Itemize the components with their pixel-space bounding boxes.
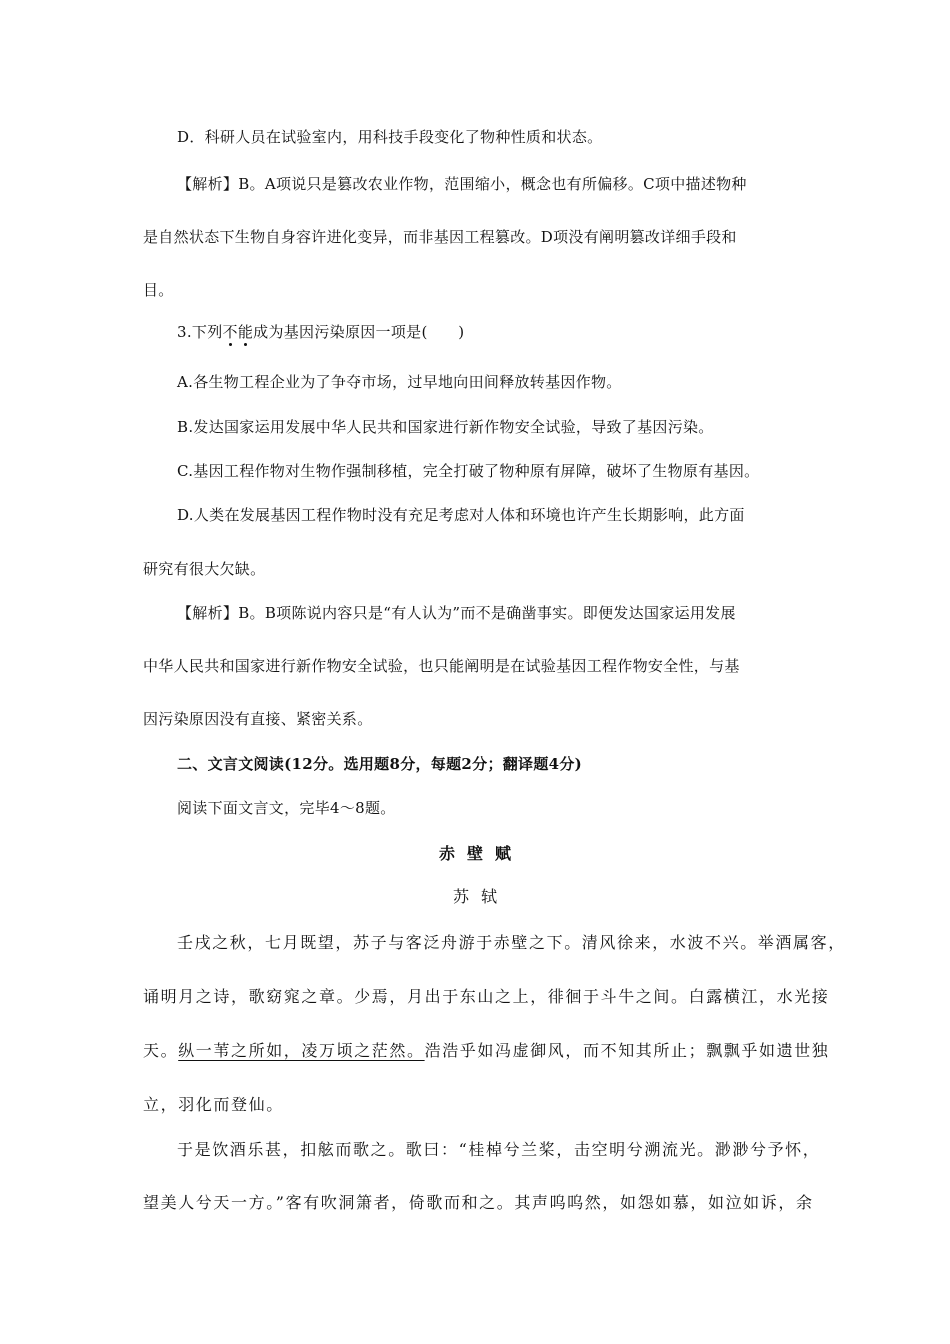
passage-p1-line-3 <box>143 1040 829 1062</box>
q2-analysis-line-3: 目。 <box>143 281 174 299</box>
q3-option-d-line-1: D.人类在发展基因工程作物时没有充足考虑对人体和环境也许产生长期影响，此方面 <box>177 506 745 524</box>
passage-p1-line-4: 立，羽化而登仙。 <box>143 1095 284 1114</box>
passage-p2-line-2: 望美人兮天一方。”客有吹洞箫者，倚歌而和之。其声呜呜然，如怨如慕，如泣如诉，余 <box>143 1193 814 1212</box>
q3-option-d-line-2: 研究有很大欠缺。 <box>143 560 266 578</box>
passage-p1-line-1: 壬戌之秋，七月既望，苏子与客泛舟游于赤壁之下。清风徐来，水波不兴。举酒属客， <box>177 933 846 952</box>
passage-p1-line-2: 诵明月之诗，歌窈窕之章。少焉，月出于东山之上，徘徊于斗牛之间。白露横江，水光接 <box>143 987 830 1006</box>
passage-title: 赤壁赋 <box>438 844 523 863</box>
section-instruction: 阅读下面文言文，完毕4～8题。 <box>177 799 396 817</box>
passage-author: 苏轼 <box>452 887 509 906</box>
q3-stem-emphasis-1: 不 <box>222 323 238 341</box>
q2-analysis-line-1: 【解析】B。A项说只是篡改农业作物，范围缩小，概念也有所偏移。C项中描述物种 <box>177 175 747 193</box>
q3-stem <box>177 322 464 342</box>
q3-stem-suffix: 成为基因污染原因一项是( ) <box>253 323 465 341</box>
q3-stem-prefix: 3.下列 <box>177 323 223 341</box>
q3-option-b: B.发达国家运用发展中华人民共和国家进行新作物安全试验，导致了基因污染。 <box>177 418 714 436</box>
q3-option-c: C.基因工程作物对生物作强制移植，完全打破了物种原有屏障，破坏了生物原有基因。 <box>177 462 760 480</box>
passage-p1-line-3-start: 天。 <box>143 1041 179 1060</box>
q3-analysis-line-2: 中华人民共和国家进行新作物安全试验，也只能阐明是在试验基因工程作物安全性，与基 <box>143 657 740 675</box>
q2-analysis-line-2: 是自然状态下生物自身容许进化变异，而非基因工程篡改。D项没有阐明篡改详细手段和 <box>143 228 737 246</box>
q3-analysis-line-3: 因污染原因没有直接、紧密关系。 <box>143 710 373 728</box>
q3-stem-emphasis-2: 能 <box>237 323 254 341</box>
underlined-sentence: 纵一苇之所如，凌万顷之茫然。 <box>178 1041 425 1060</box>
q3-option-a: A.各生物工程企业为了争夺市场，过早地向田间释放转基因作物。 <box>177 373 622 391</box>
q3-analysis-line-1: 【解析】B。B项陈说内容只是“有人认为”而不是确凿事实。即便发达国家运用发展 <box>177 604 736 622</box>
passage-p1-line-3-end: 浩浩乎如冯虚御风，而不知其所止；飘飘乎如遗世独 <box>424 1041 830 1060</box>
q2-option-d: D．科研人员在试验室内，用科技手段变化了物种性质和状态。 <box>177 128 603 146</box>
passage-p2-line-1: 于是饮酒乐甚，扣舷而歌之。歌曰：“桂棹兮兰桨，击空明兮溯流光。渺渺兮予怀， <box>177 1140 821 1159</box>
section-heading: 二、文言文阅读(12分。选用题8分，每题2分；翻译题4分) <box>177 755 583 773</box>
